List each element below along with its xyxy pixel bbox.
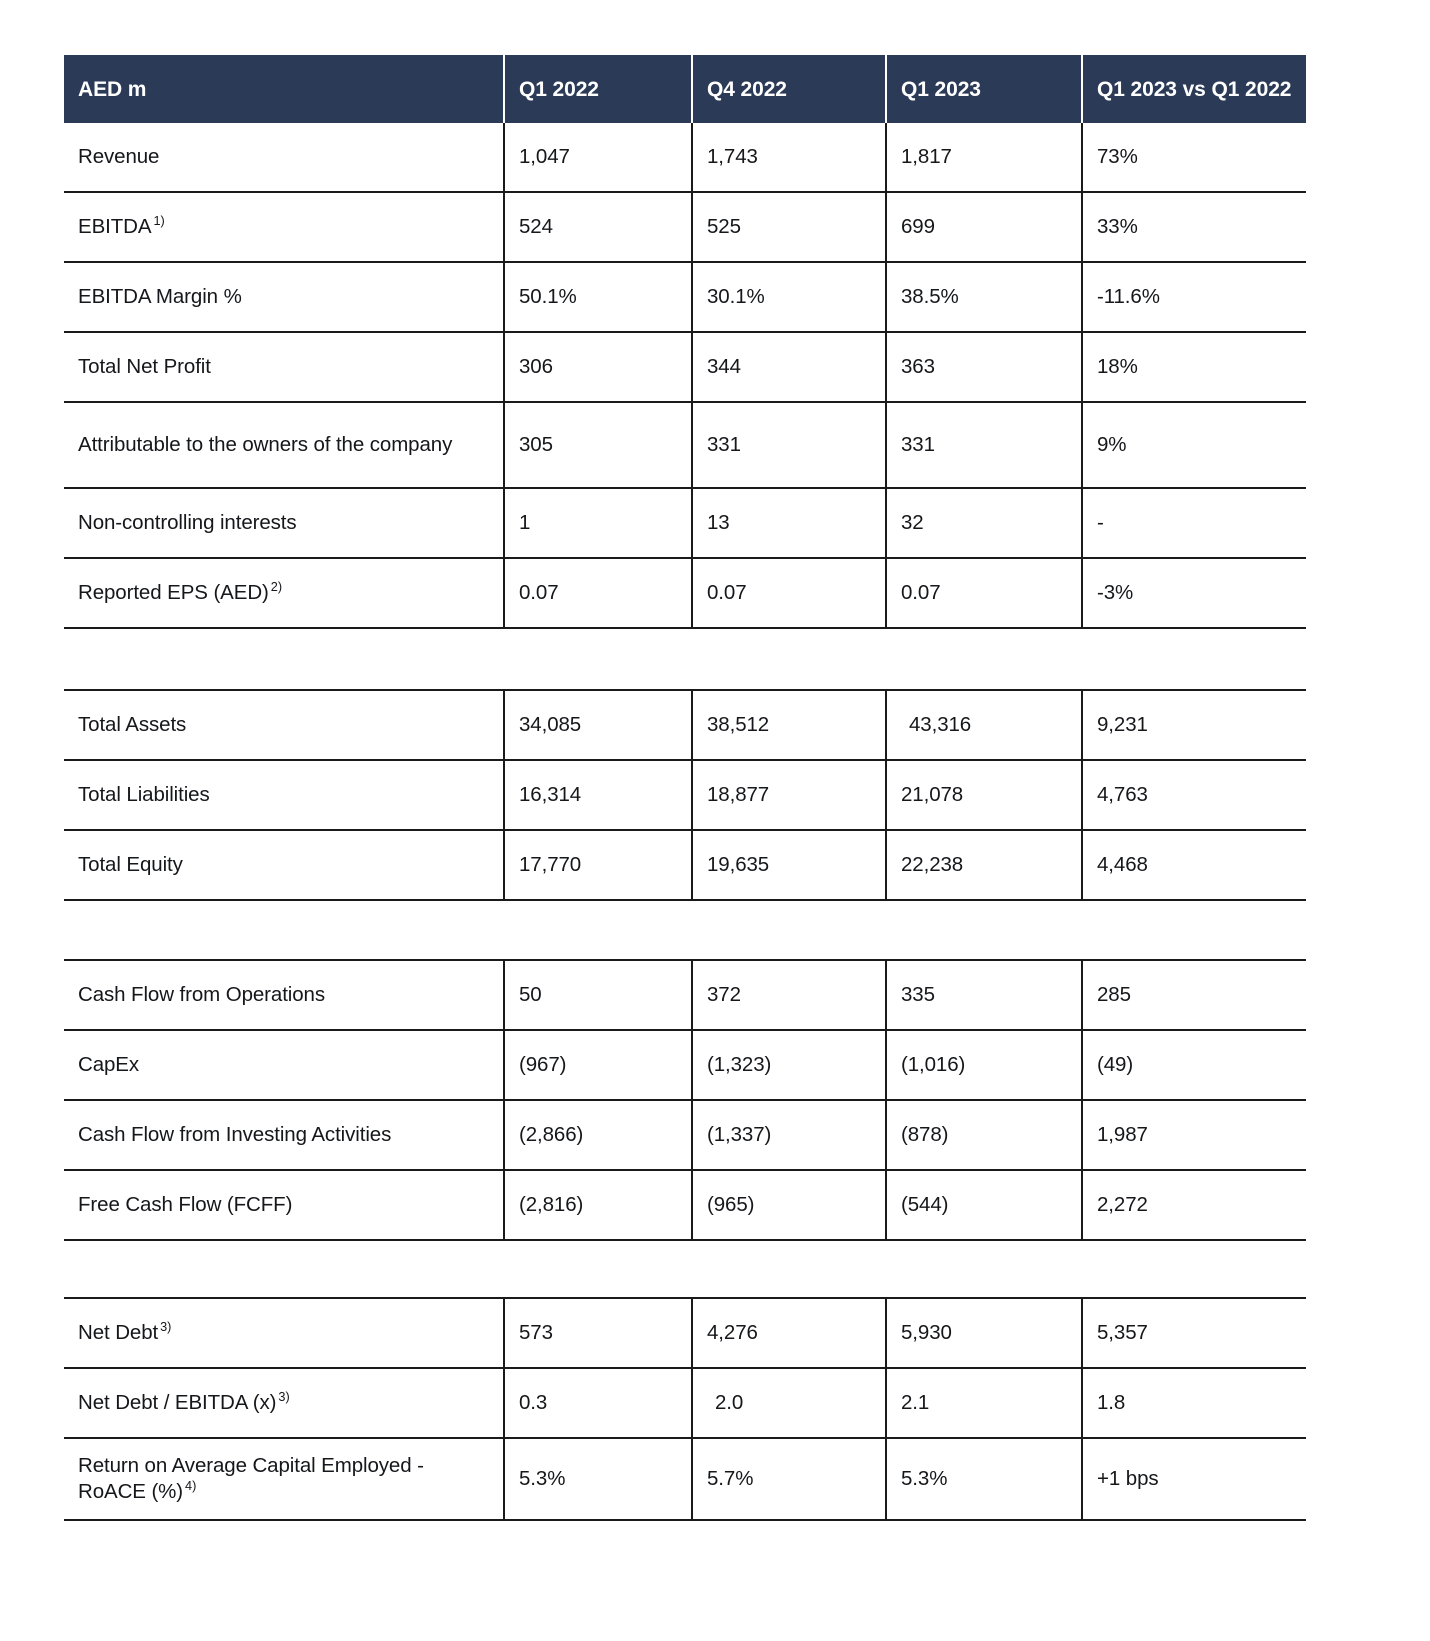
cell-ebitda-margin-q1-2023: 38.5%: [886, 262, 1082, 332]
row-label-capex: CapEx: [64, 1030, 504, 1100]
cell-non-controlling-interests-q1-2022: 1: [504, 488, 692, 558]
cell-total-assets-q1-2022: 34,085: [504, 690, 692, 760]
cell-cash-flow-operations-q1-2023: 335: [886, 960, 1082, 1030]
table-row: [64, 1438, 1306, 1520]
cell-revenue-q4-2022: 1,743: [692, 123, 886, 192]
cell-revenue-q1-2022: 1,047: [504, 123, 692, 192]
row-label-cash-flow-investing: Cash Flow from Investing Activities: [64, 1100, 504, 1170]
footnote-marker: 3): [160, 1319, 172, 1335]
row-label-cash-flow-operations: Cash Flow from Operations: [64, 960, 504, 1030]
block-spacer: [64, 629, 1305, 689]
table-row: [64, 1298, 1306, 1368]
header-cell-q1-2022: Q1 2022: [504, 55, 692, 123]
cell-total-equity-q1-2022: 17,770: [504, 830, 692, 900]
table-row: [64, 1030, 1306, 1100]
balance-sheet-table: [64, 689, 1306, 901]
table-row: [64, 760, 1306, 830]
cell-total-liabilities-variance: 4,763: [1082, 760, 1306, 830]
cell-ebitda-q4-2022: 525: [692, 192, 886, 262]
table-row: [64, 960, 1306, 1030]
cell-free-cash-flow-q1-2023: (544): [886, 1170, 1082, 1240]
cell-cash-flow-operations-variance: 285: [1082, 960, 1306, 1030]
footnote-marker: 3): [278, 1389, 290, 1405]
row-label-text: EBITDA: [78, 214, 152, 238]
table-row: [64, 123, 1306, 192]
table-row: [64, 402, 1306, 488]
header-cell-label: AED m: [64, 55, 504, 123]
cell-total-assets-q1-2023: 43,316: [886, 690, 1082, 760]
cell-ebitda-variance: 33%: [1082, 192, 1306, 262]
row-label-total-liabilities: Total Liabilities: [64, 760, 504, 830]
row-label-text: Net Debt / EBITDA (x): [78, 1390, 277, 1414]
cell-net-debt-ebitda-q1-2023: 2.1: [886, 1368, 1082, 1438]
cell-total-liabilities-q1-2023: 21,078: [886, 760, 1082, 830]
block-spacer: [64, 1241, 1305, 1297]
table-row: [64, 332, 1306, 402]
cell-total-equity-q4-2022: 19,635: [692, 830, 886, 900]
cell-cash-flow-investing-q1-2022: (2,866): [504, 1100, 692, 1170]
header-cell-q4-2022: Q4 2022: [692, 55, 886, 123]
footnote-marker: 4): [185, 1477, 197, 1493]
row-label-attributable-owners: Attributable to the owners of the company: [64, 402, 504, 488]
footnote-marker: 1): [153, 213, 165, 229]
table-row: [64, 1170, 1306, 1240]
cell-net-debt-ebitda-q1-2022: 0.3: [504, 1368, 692, 1438]
cell-total-net-profit-q1-2022: 306: [504, 332, 692, 402]
row-label-roace: [64, 1438, 504, 1520]
cell-free-cash-flow-q1-2022: (2,816): [504, 1170, 692, 1240]
cell-attributable-owners-q4-2022: 331: [692, 402, 886, 488]
cell-total-net-profit-q4-2022: 344: [692, 332, 886, 402]
cell-total-equity-q1-2023: 22,238: [886, 830, 1082, 900]
row-label-total-net-profit: Total Net Profit: [64, 332, 504, 402]
cell-ebitda-margin-q1-2022: 50.1%: [504, 262, 692, 332]
cell-cash-flow-operations-q4-2022: 372: [692, 960, 886, 1030]
cell-net-debt-q4-2022: 4,276: [692, 1298, 886, 1368]
cell-capex-q4-2022: (1,323): [692, 1030, 886, 1100]
header-cell-q1-2023: Q1 2023: [886, 55, 1082, 123]
table-row: [64, 830, 1306, 900]
cell-non-controlling-interests-q4-2022: 13: [692, 488, 886, 558]
cell-revenue-q1-2023: 1,817: [886, 123, 1082, 192]
table-row: [64, 488, 1306, 558]
cell-ebitda-q1-2023: 699: [886, 192, 1082, 262]
table-row: [64, 192, 1306, 262]
row-label-non-controlling-interests: Non-controlling interests: [64, 488, 504, 558]
row-label-revenue: Revenue: [78, 144, 160, 168]
cell-ebitda-q1-2022: 524: [504, 192, 692, 262]
cell-attributable-owners-q1-2023: 331: [886, 402, 1082, 488]
row-label-reported-eps: [64, 558, 504, 628]
cell-reported-eps-variance: -3%: [1082, 558, 1306, 628]
cell-roace-variance: +1 bps: [1082, 1438, 1306, 1520]
cell-free-cash-flow-q4-2022: (965): [692, 1170, 886, 1240]
cell-total-assets-variance: 9,231: [1082, 690, 1306, 760]
cell-non-controlling-interests-q1-2023: 32: [886, 488, 1082, 558]
leverage-returns-table: [64, 1297, 1306, 1521]
cell-net-debt-ebitda-variance: 1.8: [1082, 1368, 1306, 1438]
cell-roace-q4-2022: 5.7%: [692, 1438, 886, 1520]
row-label-text: Reported EPS (AED): [78, 580, 269, 604]
cell-net-debt-variance: 5,357: [1082, 1298, 1306, 1368]
header-cell-variance: Q1 2023 vs Q1 2022: [1082, 55, 1306, 123]
row-label-total-assets: Total Assets: [64, 690, 504, 760]
table-row: [64, 1368, 1306, 1438]
cell-cash-flow-investing-q1-2023: (878): [886, 1100, 1082, 1170]
cell-total-net-profit-variance: 18%: [1082, 332, 1306, 402]
row-label-line-2: RoACE (%): [78, 1479, 184, 1503]
cell-total-liabilities-q4-2022: 18,877: [692, 760, 886, 830]
cell-roace-q1-2022: 5.3%: [504, 1438, 692, 1520]
cell-capex-q1-2022: (967): [504, 1030, 692, 1100]
table-row: [64, 690, 1306, 760]
cell-total-assets-q4-2022: 38,512: [692, 690, 886, 760]
cell-net-debt-ebitda-q4-2022: 2.0: [692, 1368, 886, 1438]
block-spacer: [64, 901, 1305, 959]
cell-reported-eps-q4-2022: 0.07: [692, 558, 886, 628]
row-label-ebitda-margin: EBITDA Margin %: [64, 262, 504, 332]
table-row: [64, 558, 1306, 628]
row-label-line-1: Return on Average Capital Employed -: [78, 1454, 424, 1478]
cell-roace-q1-2023: 5.3%: [886, 1438, 1082, 1520]
table-row: [64, 1100, 1306, 1170]
cell-capex-variance: (49): [1082, 1030, 1306, 1100]
cell-net-debt-q1-2023: 5,930: [886, 1298, 1082, 1368]
table-header-row: [64, 55, 1306, 123]
cell-non-controlling-interests-variance: -: [1082, 488, 1306, 558]
cell-capex-q1-2023: (1,016): [886, 1030, 1082, 1100]
income-statement-table: [64, 55, 1306, 629]
cell-cash-flow-investing-q4-2022: (1,337): [692, 1100, 886, 1170]
cell-free-cash-flow-variance: 2,272: [1082, 1170, 1306, 1240]
cell-ebitda-margin-q4-2022: 30.1%: [692, 262, 886, 332]
row-label-net-debt: [64, 1298, 504, 1368]
cell-cash-flow-operations-q1-2022: 50: [504, 960, 692, 1030]
cell-reported-eps-q1-2023: 0.07: [886, 558, 1082, 628]
footnote-marker: 2): [270, 579, 283, 595]
cell-total-liabilities-q1-2022: 16,314: [504, 760, 692, 830]
row-label-text: Net Debt: [78, 1320, 159, 1344]
row-label-total-equity: Total Equity: [64, 830, 504, 900]
table-row: [64, 262, 1306, 332]
cell-net-debt-q1-2022: 573: [504, 1298, 692, 1368]
cell-attributable-owners-q1-2022: 305: [504, 402, 692, 488]
cell-reported-eps-q1-2022: 0.07: [504, 558, 692, 628]
cell-attributable-owners-variance: 9%: [1082, 402, 1306, 488]
cash-flow-table: [64, 959, 1306, 1241]
cell-ebitda-margin-variance: -11.6%: [1082, 262, 1306, 332]
cell-total-net-profit-q1-2023: 363: [886, 332, 1082, 402]
row-label-ebitda: [64, 192, 504, 262]
cell-total-equity-variance: 4,468: [1082, 830, 1306, 900]
row-label-free-cash-flow: Free Cash Flow (FCFF): [64, 1170, 504, 1240]
row-label-net-debt-ebitda: [64, 1368, 504, 1438]
cell-cash-flow-investing-variance: 1,987: [1082, 1100, 1306, 1170]
cell-revenue-variance: 73%: [1082, 123, 1306, 192]
